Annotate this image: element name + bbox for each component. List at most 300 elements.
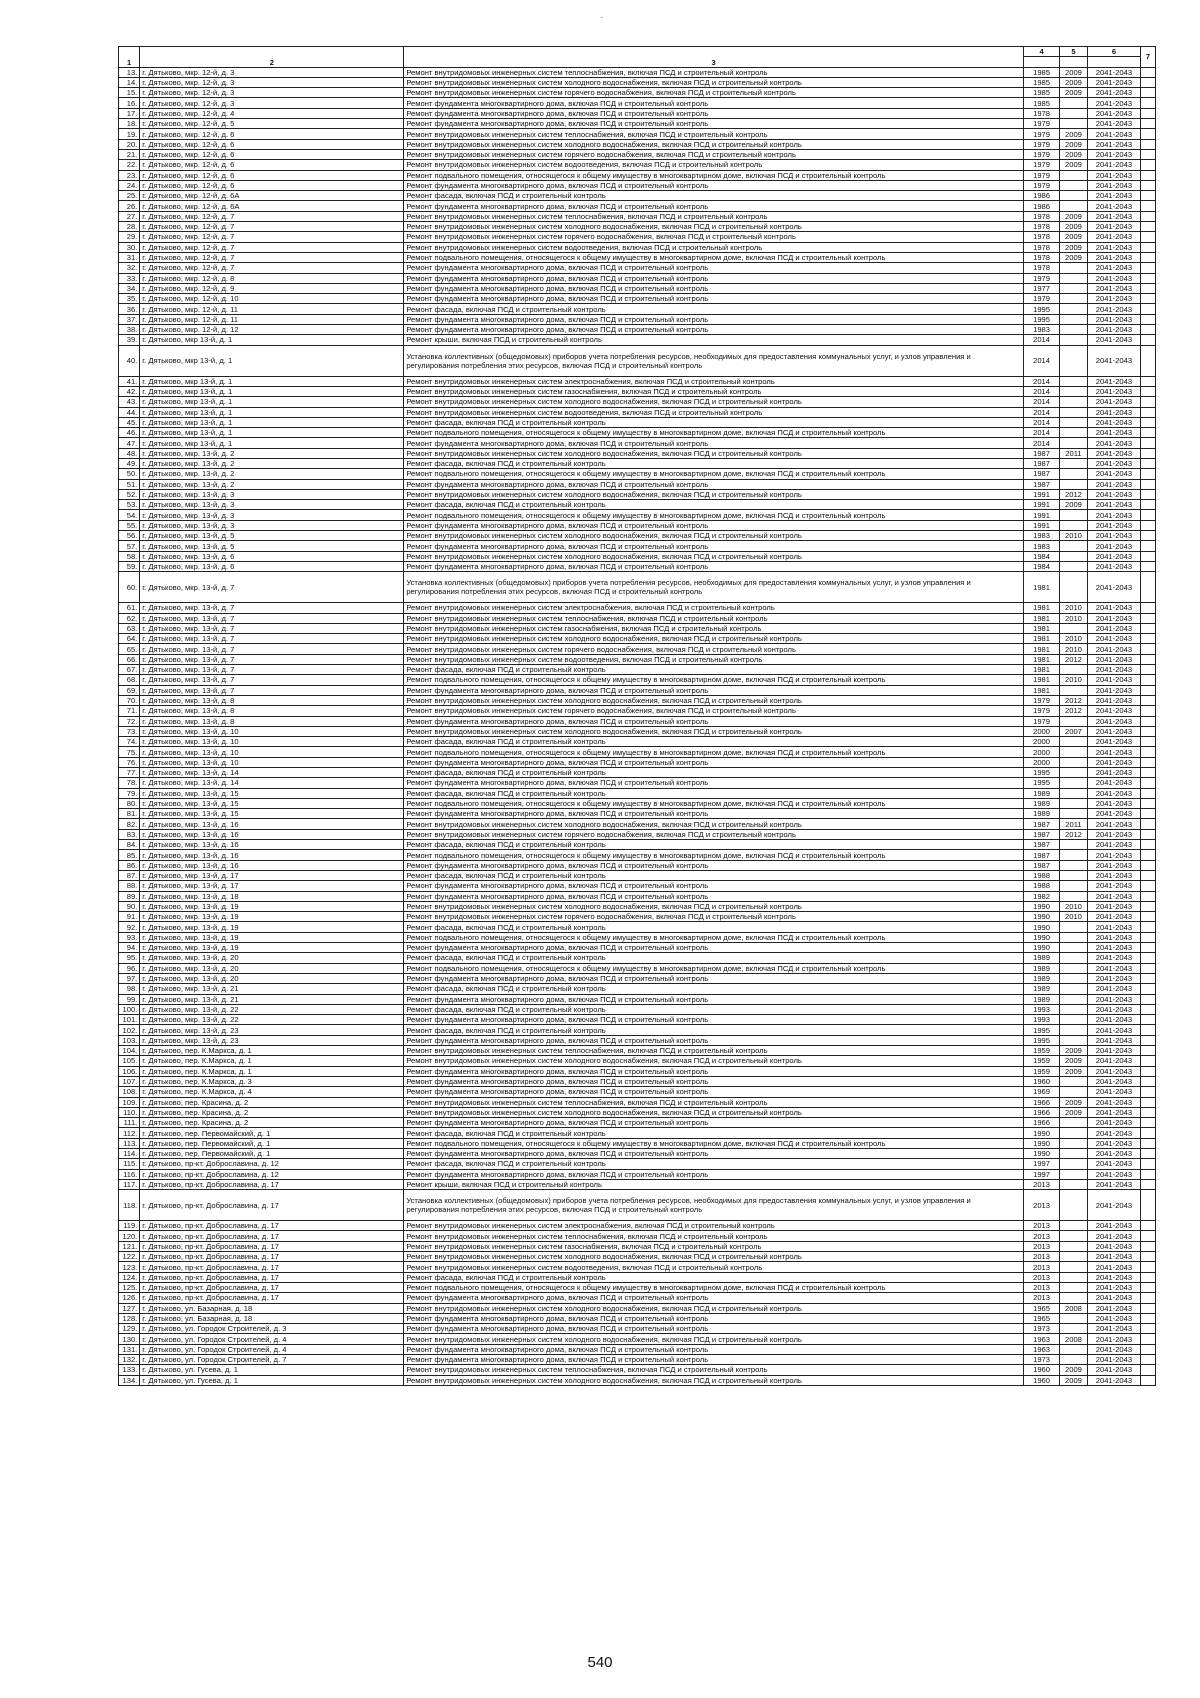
work-type-cell: Ремонт внутридомовых инженерных систем газоснабжения, включая ПСД и строительный контроль	[404, 1241, 1024, 1251]
address-cell: г. Дятьково, мкр 13-й, д. 1	[140, 438, 404, 448]
table-row	[119, 1097, 1156, 1107]
extra-cell	[1141, 551, 1156, 561]
year-built-cell: 1990	[1023, 922, 1059, 932]
year-built-cell: 2013	[1023, 1262, 1059, 1272]
last-repair-year-cell: 2008	[1060, 1334, 1088, 1344]
year-built-cell: 1973	[1023, 1324, 1059, 1334]
last-repair-year-cell	[1060, 479, 1088, 489]
table-row	[119, 263, 1156, 273]
row-number: 49.	[119, 458, 140, 468]
last-repair-year-cell	[1060, 1355, 1088, 1365]
table-row	[119, 850, 1156, 860]
extra-cell	[1141, 1169, 1156, 1179]
extra-cell	[1141, 932, 1156, 942]
table-row	[119, 1355, 1156, 1365]
year-built-cell: 1982	[1023, 891, 1059, 901]
col-header-5-sub	[1060, 57, 1088, 67]
last-repair-year-cell	[1060, 510, 1088, 520]
table-row	[119, 654, 1156, 664]
year-built-cell: 1983	[1023, 541, 1059, 551]
col-header-4-sub	[1023, 57, 1059, 67]
col-header-4: 4	[1023, 47, 1059, 57]
table-row	[119, 870, 1156, 880]
extra-cell	[1141, 345, 1156, 376]
planned-period-cell: 2041-2043	[1087, 737, 1140, 747]
work-type-cell: Ремонт внутридомовых инженерных систем теплоснабжения, включая ПСД и строительный контроль	[404, 211, 1024, 221]
planned-period-cell: 2041-2043	[1087, 201, 1140, 211]
address-cell: г. Дятьково, мкр. 12-й, д. 9	[140, 283, 404, 293]
last-repair-year-cell	[1060, 469, 1088, 479]
work-type-cell: Ремонт внутридомовых инженерных систем газоснабжения, включая ПСД и строительный контроль	[404, 623, 1024, 633]
extra-cell	[1141, 768, 1156, 778]
last-repair-year-cell: 2012	[1060, 829, 1088, 839]
planned-period-cell: 2041-2043	[1087, 613, 1140, 623]
work-type-cell: Ремонт фундамента многоквартирного дома, включая ПСД и строительный контроль	[404, 1293, 1024, 1303]
last-repair-year-cell	[1060, 325, 1088, 335]
address-cell: г. Дятьково, мкр. 13-й, д. 16	[140, 840, 404, 850]
year-built-cell: 1989	[1023, 973, 1059, 983]
year-built-cell: 1990	[1023, 1138, 1059, 1148]
extra-cell	[1141, 1046, 1156, 1056]
row-number: 74.	[119, 737, 140, 747]
address-cell: г. Дятьково, мкр. 12-й, д. 3	[140, 98, 404, 108]
address-cell: г. Дятьково, ул. Базарная, д. 18	[140, 1303, 404, 1313]
work-schedule-table	[118, 46, 1156, 1386]
row-number: 99.	[119, 994, 140, 1004]
address-cell: г. Дятьково, мкр. 12-й, д. 7	[140, 252, 404, 262]
planned-period-cell: 2041-2043	[1087, 973, 1140, 983]
year-built-cell: 1995	[1023, 304, 1059, 314]
extra-cell	[1141, 644, 1156, 654]
row-number: 25.	[119, 191, 140, 201]
work-type-cell: Ремонт фундамента многоквартирного дома, включая ПСД и строительный контроль	[404, 119, 1024, 129]
year-built-cell: 1995	[1023, 314, 1059, 324]
planned-period-cell: 2041-2043	[1087, 1231, 1140, 1241]
planned-period-cell: 2041-2043	[1087, 891, 1140, 901]
row-number: 104.	[119, 1046, 140, 1056]
address-cell: г. Дятьково, мкр. 12-й, д. 12	[140, 325, 404, 335]
extra-cell	[1141, 469, 1156, 479]
work-type-cell: Ремонт внутридомовых инженерных систем холодного водоснабжения, включая ПСД и строительный контроль	[404, 1252, 1024, 1262]
address-cell: г. Дятьково, мкр. 13-й, д. 18	[140, 891, 404, 901]
table-row	[119, 551, 1156, 561]
address-cell: г. Дятьково, мкр. 13-й, д. 10	[140, 726, 404, 736]
last-repair-year-cell: 2009	[1060, 88, 1088, 98]
work-type-cell: Ремонт подвального помещения, относящегося к общему имуществу в многоквартирном доме, включая ПСД и строительный контроль	[404, 252, 1024, 262]
table-row	[119, 973, 1156, 983]
row-number: 23.	[119, 170, 140, 180]
last-repair-year-cell: 2009	[1060, 1056, 1088, 1066]
extra-cell	[1141, 1334, 1156, 1344]
extra-cell	[1141, 273, 1156, 283]
last-repair-year-cell	[1060, 685, 1088, 695]
extra-cell	[1141, 1190, 1156, 1221]
work-type-cell: Ремонт внутридомовых инженерных систем теплоснабжения, включая ПСД и строительный контроль	[404, 613, 1024, 623]
address-cell: г. Дятьково, ул. Гусева, д. 1	[140, 1375, 404, 1385]
table-row	[119, 840, 1156, 850]
row-number: 61.	[119, 603, 140, 613]
year-built-cell: 2013	[1023, 1293, 1059, 1303]
row-number: 108.	[119, 1087, 140, 1097]
planned-period-cell: 2041-2043	[1087, 1076, 1140, 1086]
table-row	[119, 77, 1156, 87]
address-cell: г. Дятьково, мкр. 13-й, д. 3	[140, 500, 404, 510]
extra-cell	[1141, 1252, 1156, 1262]
work-type-cell: Ремонт фасада, включая ПСД и строительный контроль	[404, 870, 1024, 880]
last-repair-year-cell: 2011	[1060, 448, 1088, 458]
work-type-cell: Ремонт подвального помещения, относящегося к общему имуществу в многоквартирном доме, включая ПСД и строительный контроль	[404, 963, 1024, 973]
row-number: 106.	[119, 1066, 140, 1076]
last-repair-year-cell	[1060, 768, 1088, 778]
table-row	[119, 1179, 1156, 1189]
planned-period-cell: 2041-2043	[1087, 963, 1140, 973]
work-type-cell: Установка коллективных (общедомовых) приборов учета потребления ресурсов, необходимых для предоставления коммунальных услуг, и узлов управления и регулирования потребления этих ресурсов, включая ПСД и строительный контроль	[404, 572, 1024, 603]
row-number: 62.	[119, 613, 140, 623]
planned-period-cell: 2041-2043	[1087, 943, 1140, 953]
year-built-cell: 1979	[1023, 273, 1059, 283]
row-number: 97.	[119, 973, 140, 983]
planned-period-cell: 2041-2043	[1087, 1252, 1140, 1262]
row-number: 51.	[119, 479, 140, 489]
last-repair-year-cell: 2010	[1060, 912, 1088, 922]
table-row	[119, 376, 1156, 386]
work-type-cell: Ремонт фасада, включая ПСД и строительный контроль	[404, 665, 1024, 675]
extra-cell	[1141, 376, 1156, 386]
extra-cell	[1141, 304, 1156, 314]
last-repair-year-cell	[1060, 963, 1088, 973]
extra-cell	[1141, 809, 1156, 819]
row-number: 65.	[119, 644, 140, 654]
planned-period-cell: 2041-2043	[1087, 1015, 1140, 1025]
last-repair-year-cell	[1060, 1313, 1088, 1323]
table-row	[119, 129, 1156, 139]
work-type-cell: Ремонт внутридомовых инженерных систем газоснабжения, включая ПСД и строительный контроль	[404, 386, 1024, 396]
address-cell: г. Дятьково, мкр. 12-й, д. 7	[140, 222, 404, 232]
table-row	[119, 768, 1156, 778]
extra-cell	[1141, 973, 1156, 983]
work-type-cell: Ремонт фундамента многоквартирного дома, включая ПСД и строительный контроль	[404, 561, 1024, 571]
planned-period-cell: 2041-2043	[1087, 191, 1140, 201]
address-cell: г. Дятьково, пер. Красина, д. 2	[140, 1118, 404, 1128]
address-cell: г. Дятьково, мкр. 13-й, д. 6	[140, 561, 404, 571]
planned-period-cell: 2041-2043	[1087, 912, 1140, 922]
last-repair-year-cell: 2010	[1060, 603, 1088, 613]
table-row	[119, 1035, 1156, 1045]
address-cell: г. Дятьково, мкр. 12-й, д. 3	[140, 77, 404, 87]
year-built-cell: 2014	[1023, 397, 1059, 407]
year-built-cell: 2014	[1023, 417, 1059, 427]
year-built-cell: 1989	[1023, 798, 1059, 808]
table-row	[119, 222, 1156, 232]
last-repair-year-cell	[1060, 1076, 1088, 1086]
planned-period-cell: 2041-2043	[1087, 397, 1140, 407]
year-built-cell: 2014	[1023, 407, 1059, 417]
last-repair-year-cell	[1060, 263, 1088, 273]
planned-period-cell: 2041-2043	[1087, 623, 1140, 633]
last-repair-year-cell: 2009	[1060, 160, 1088, 170]
address-cell: г. Дятьково, мкр. 13-й, д. 22	[140, 1015, 404, 1025]
planned-period-cell: 2041-2043	[1087, 922, 1140, 932]
year-built-cell: 1981	[1023, 623, 1059, 633]
year-built-cell: 1981	[1023, 603, 1059, 613]
planned-period-cell: 2041-2043	[1087, 685, 1140, 695]
row-number: 14.	[119, 77, 140, 87]
work-type-cell: Ремонт фасада, включая ПСД и строительный контроль	[404, 1004, 1024, 1014]
planned-period-cell: 2041-2043	[1087, 1159, 1140, 1169]
last-repair-year-cell: 2009	[1060, 1365, 1088, 1375]
row-number: 40.	[119, 345, 140, 376]
row-number: 81.	[119, 809, 140, 819]
planned-period-cell: 2041-2043	[1087, 819, 1140, 829]
col-header-6: 6	[1087, 47, 1140, 57]
work-type-cell: Ремонт фундамента многоквартирного дома, включая ПСД и строительный контроль	[404, 994, 1024, 1004]
work-type-cell: Ремонт фасада, включая ПСД и строительный контроль	[404, 737, 1024, 747]
extra-cell	[1141, 1262, 1156, 1272]
last-repair-year-cell: 2009	[1060, 149, 1088, 159]
work-type-cell: Ремонт внутридомовых инженерных систем электроснабжения, включая ПСД и строительный контроль	[404, 1221, 1024, 1231]
year-built-cell: 1965	[1023, 1303, 1059, 1313]
last-repair-year-cell	[1060, 984, 1088, 994]
work-type-cell: Ремонт внутридомовых инженерных систем горячего водоснабжения, включая ПСД и строительный контроль	[404, 912, 1024, 922]
extra-cell	[1141, 325, 1156, 335]
work-type-cell: Ремонт внутридомовых инженерных систем теплоснабжения, включая ПСД и строительный контроль	[404, 67, 1024, 77]
row-number: 85.	[119, 850, 140, 860]
row-number: 71.	[119, 706, 140, 716]
row-number: 34.	[119, 283, 140, 293]
year-built-cell: 2014	[1023, 386, 1059, 396]
planned-period-cell: 2041-2043	[1087, 211, 1140, 221]
year-built-cell: 2014	[1023, 428, 1059, 438]
work-type-cell: Ремонт подвального помещения, относящегося к общему имуществу в многоквартирном доме, включая ПСД и строительный контроль	[404, 675, 1024, 685]
work-type-cell: Ремонт подвального помещения, относящегося к общему имуществу в многоквартирном доме, включая ПСД и строительный контроль	[404, 510, 1024, 520]
year-built-cell: 1978	[1023, 232, 1059, 242]
address-cell: г. Дятьково, пр-кт. Доброславина, д. 17	[140, 1272, 404, 1282]
last-repair-year-cell: 2009	[1060, 242, 1088, 252]
year-built-cell: 1979	[1023, 170, 1059, 180]
last-repair-year-cell	[1060, 541, 1088, 551]
row-number: 115.	[119, 1159, 140, 1169]
table-row	[119, 561, 1156, 571]
table-row	[119, 819, 1156, 829]
last-repair-year-cell	[1060, 1324, 1088, 1334]
address-cell: г. Дятьково, пер. Красина, д. 2	[140, 1107, 404, 1117]
work-type-cell: Ремонт внутридомовых инженерных систем холодного водоснабжения, включая ПСД и строительный контроль	[404, 77, 1024, 87]
work-type-cell: Ремонт фундамента многоквартирного дома, включая ПСД и строительный контроль	[404, 891, 1024, 901]
row-number: 130.	[119, 1334, 140, 1344]
address-cell: г. Дятьково, мкр. 12-й, д. 6А	[140, 191, 404, 201]
planned-period-cell: 2041-2043	[1087, 77, 1140, 87]
year-built-cell: 1983	[1023, 325, 1059, 335]
address-cell: г. Дятьково, мкр. 13-й, д. 3	[140, 489, 404, 499]
row-number: 134.	[119, 1375, 140, 1385]
address-cell: г. Дятьково, пр-кт. Доброславина, д. 17	[140, 1293, 404, 1303]
extra-cell	[1141, 572, 1156, 603]
planned-period-cell: 2041-2043	[1087, 809, 1140, 819]
address-cell: г. Дятьково, мкр. 13-й, д. 14	[140, 768, 404, 778]
planned-period-cell: 2041-2043	[1087, 1344, 1140, 1354]
planned-period-cell: 2041-2043	[1087, 1282, 1140, 1292]
row-number: 57.	[119, 541, 140, 551]
last-repair-year-cell	[1060, 551, 1088, 561]
address-cell: г. Дятьково, пр-кт. Доброславина, д. 17	[140, 1179, 404, 1189]
address-cell: г. Дятьково, мкр. 13-й, д. 7	[140, 572, 404, 603]
row-number: 37.	[119, 314, 140, 324]
table-row	[119, 737, 1156, 747]
extra-cell	[1141, 479, 1156, 489]
planned-period-cell: 2041-2043	[1087, 67, 1140, 77]
address-cell: г. Дятьково, мкр. 13-й, д. 19	[140, 943, 404, 953]
work-type-cell: Ремонт внутридомовых инженерных систем водоотведения, включая ПСД и строительный контроль	[404, 654, 1024, 664]
year-built-cell: 1959	[1023, 1066, 1059, 1076]
last-repair-year-cell	[1060, 1138, 1088, 1148]
work-type-cell: Ремонт внутридомовых инженерных систем холодного водоснабжения, включая ПСД и строительный контроль	[404, 695, 1024, 705]
row-number: 55.	[119, 520, 140, 530]
row-number: 76.	[119, 757, 140, 767]
year-built-cell: 1991	[1023, 510, 1059, 520]
work-type-cell: Установка коллективных (общедомовых) приборов учета потребления ресурсов, необходимых для предоставления коммунальных услуг, и узлов управления и регулирования потребления этих ресурсов, включая ПСД и строительный контроль	[404, 1190, 1024, 1221]
work-type-cell: Ремонт фундамента многоквартирного дома, включая ПСД и строительный контроль	[404, 757, 1024, 767]
table-row	[119, 191, 1156, 201]
table-row	[119, 1221, 1156, 1231]
extra-cell	[1141, 541, 1156, 551]
table-row	[119, 314, 1156, 324]
work-type-cell: Ремонт фундамента многоквартирного дома, включая ПСД и строительный контроль	[404, 325, 1024, 335]
table-row	[119, 1107, 1156, 1117]
table-row	[119, 675, 1156, 685]
address-cell: г. Дятьково, пер. К.Маркса, д. 1	[140, 1056, 404, 1066]
table-row	[119, 407, 1156, 417]
extra-cell	[1141, 870, 1156, 880]
table-row	[119, 1252, 1156, 1262]
planned-period-cell: 2041-2043	[1087, 1303, 1140, 1313]
planned-period-cell: 2041-2043	[1087, 1334, 1140, 1344]
last-repair-year-cell	[1060, 1035, 1088, 1045]
last-repair-year-cell	[1060, 1241, 1088, 1251]
planned-period-cell: 2041-2043	[1087, 572, 1140, 603]
work-type-cell: Ремонт фундамента многоквартирного дома, включая ПСД и строительный контроль	[404, 1169, 1024, 1179]
table-row	[119, 572, 1156, 603]
table-row	[119, 1334, 1156, 1344]
last-repair-year-cell	[1060, 1221, 1088, 1231]
work-type-cell: Ремонт внутридомовых инженерных систем холодного водоснабжения, включая ПСД и строительный контроль	[404, 1375, 1024, 1385]
year-built-cell: 1988	[1023, 881, 1059, 891]
last-repair-year-cell	[1060, 407, 1088, 417]
year-built-cell: 1995	[1023, 778, 1059, 788]
address-cell: г. Дятьково, мкр. 13-й, д. 21	[140, 994, 404, 1004]
table-row	[119, 644, 1156, 654]
work-type-cell: Ремонт фундамента многоквартирного дома, включая ПСД и строительный контроль	[404, 520, 1024, 530]
extra-cell	[1141, 912, 1156, 922]
work-type-cell: Ремонт фасада, включая ПСД и строительный контроль	[404, 1025, 1024, 1035]
extra-cell	[1141, 428, 1156, 438]
address-cell: г. Дятьково, мкр. 12-й, д. 6	[140, 180, 404, 190]
address-cell: г. Дятьково, ул. Гусева, д. 1	[140, 1365, 404, 1375]
extra-cell	[1141, 840, 1156, 850]
last-repair-year-cell: 2012	[1060, 489, 1088, 499]
address-cell: г. Дятьково, пер. К.Маркса, д. 3	[140, 1076, 404, 1086]
last-repair-year-cell	[1060, 520, 1088, 530]
last-repair-year-cell	[1060, 376, 1088, 386]
row-number: 22.	[119, 160, 140, 170]
last-repair-year-cell	[1060, 1087, 1088, 1097]
table-row	[119, 1128, 1156, 1138]
table-row	[119, 953, 1156, 963]
page-number: 540	[587, 1654, 613, 1671]
col-header-3: 3	[404, 47, 1024, 68]
last-repair-year-cell: 2009	[1060, 129, 1088, 139]
table-row	[119, 747, 1156, 757]
extra-cell	[1141, 386, 1156, 396]
table-row	[119, 304, 1156, 314]
work-type-cell: Ремонт фасада, включая ПСД и строительный контроль	[404, 953, 1024, 963]
address-cell: г. Дятьково, пр-кт. Доброславина, д. 17	[140, 1282, 404, 1292]
row-number: 33.	[119, 273, 140, 283]
last-repair-year-cell	[1060, 840, 1088, 850]
planned-period-cell: 2041-2043	[1087, 1107, 1140, 1117]
extra-cell	[1141, 201, 1156, 211]
address-cell: г. Дятьково, мкр. 12-й, д. 6	[140, 149, 404, 159]
address-cell: г. Дятьково, пер. К.Маркса, д. 1	[140, 1046, 404, 1056]
row-number: 47.	[119, 438, 140, 448]
planned-period-cell: 2041-2043	[1087, 376, 1140, 386]
last-repair-year-cell	[1060, 1252, 1088, 1262]
last-repair-year-cell: 2009	[1060, 1097, 1088, 1107]
last-repair-year-cell	[1060, 1148, 1088, 1158]
year-built-cell: 1987	[1023, 850, 1059, 860]
work-type-cell: Ремонт фундамента многоквартирного дома, включая ПСД и строительный контроль	[404, 294, 1024, 304]
last-repair-year-cell	[1060, 386, 1088, 396]
last-repair-year-cell	[1060, 757, 1088, 767]
planned-period-cell: 2041-2043	[1087, 665, 1140, 675]
last-repair-year-cell	[1060, 572, 1088, 603]
extra-cell	[1141, 788, 1156, 798]
last-repair-year-cell	[1060, 273, 1088, 283]
extra-cell	[1141, 726, 1156, 736]
extra-cell	[1141, 1159, 1156, 1169]
work-type-cell: Ремонт внутридомовых инженерных систем электроснабжения, включая ПСД и строительный контроль	[404, 376, 1024, 386]
planned-period-cell: 2041-2043	[1087, 500, 1140, 510]
year-built-cell: 1978	[1023, 108, 1059, 118]
table-row	[119, 994, 1156, 1004]
address-cell: г. Дятьково, мкр. 13-й, д. 14	[140, 778, 404, 788]
table-row	[119, 603, 1156, 613]
extra-cell	[1141, 88, 1156, 98]
extra-cell	[1141, 232, 1156, 242]
year-built-cell: 1985	[1023, 77, 1059, 87]
planned-period-cell: 2041-2043	[1087, 1148, 1140, 1158]
year-built-cell: 1979	[1023, 294, 1059, 304]
last-repair-year-cell: 2009	[1060, 500, 1088, 510]
row-number: 118.	[119, 1190, 140, 1221]
last-repair-year-cell	[1060, 283, 1088, 293]
address-cell: г. Дятьково, мкр. 13-й, д. 23	[140, 1025, 404, 1035]
address-cell: г. Дятьково, мкр 13-й, д. 1	[140, 335, 404, 345]
work-type-cell: Ремонт фундамента многоквартирного дома, включая ПСД и строительный контроль	[404, 438, 1024, 448]
planned-period-cell: 2041-2043	[1087, 294, 1140, 304]
table-row	[119, 211, 1156, 221]
table-row	[119, 1231, 1156, 1241]
year-built-cell: 1979	[1023, 149, 1059, 159]
planned-period-cell: 2041-2043	[1087, 984, 1140, 994]
extra-cell	[1141, 984, 1156, 994]
row-number: 63.	[119, 623, 140, 633]
extra-cell	[1141, 881, 1156, 891]
table-row	[119, 386, 1156, 396]
row-number: 72.	[119, 716, 140, 726]
table-row	[119, 428, 1156, 438]
year-built-cell: 1978	[1023, 242, 1059, 252]
work-type-cell: Ремонт фундамента многоквартирного дома, включая ПСД и строительный контроль	[404, 1087, 1024, 1097]
